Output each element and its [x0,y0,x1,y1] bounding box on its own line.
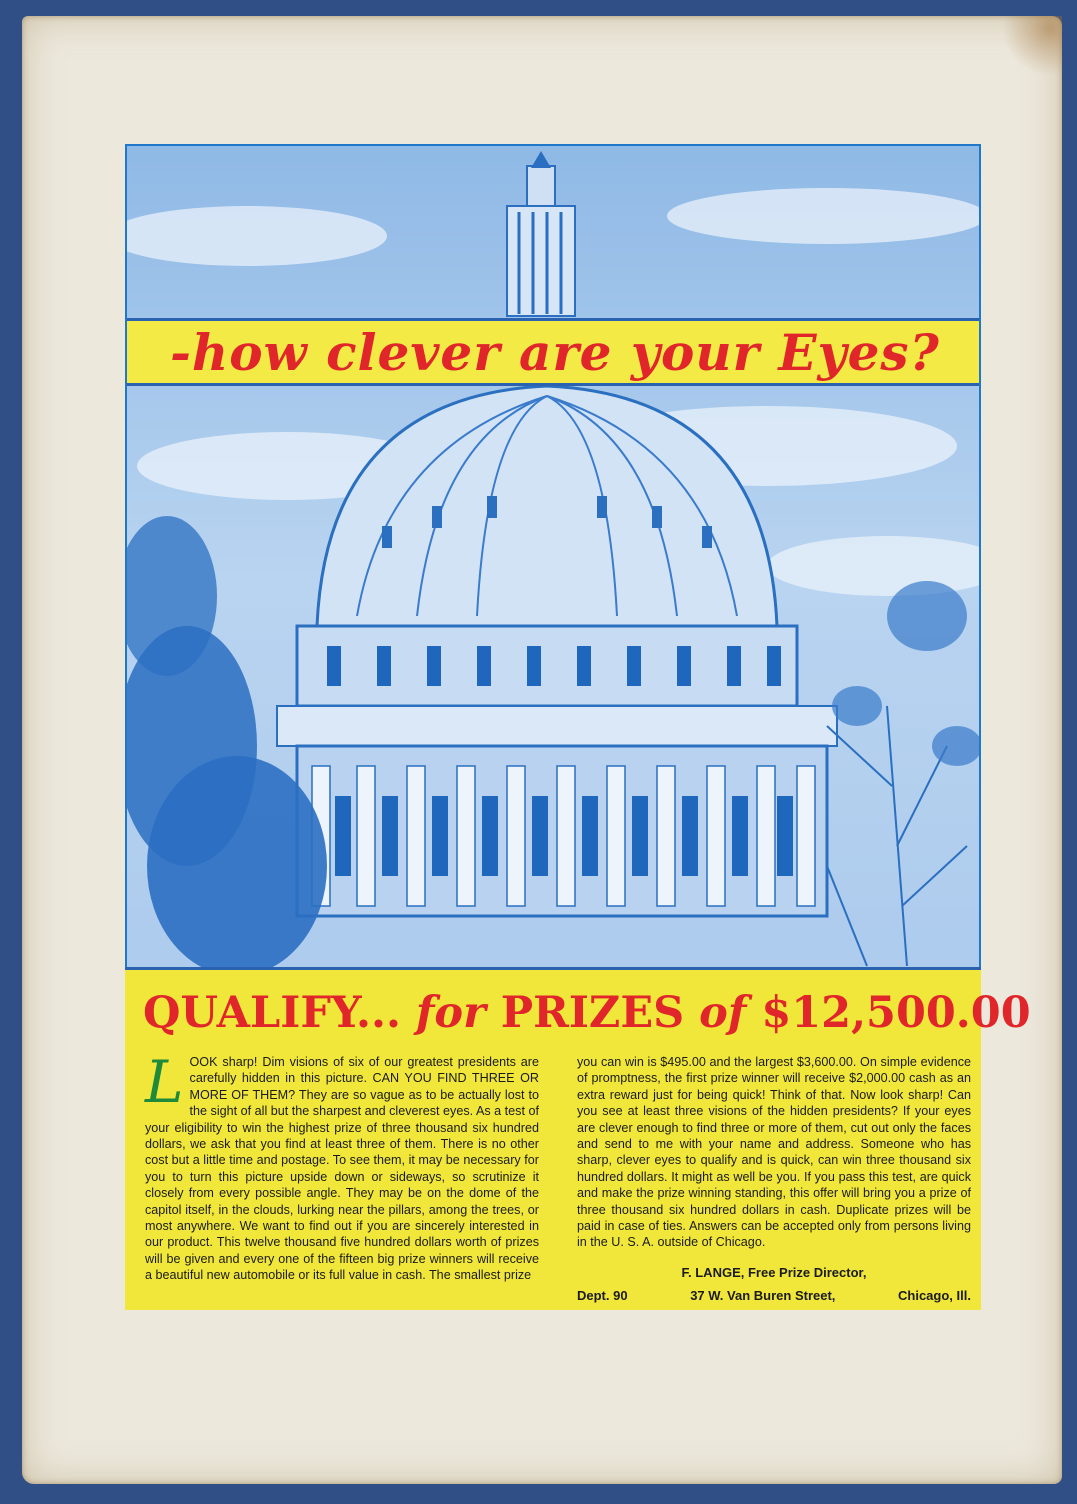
dept-number: Dept. 90 [577,1288,628,1303]
address-line [577,1288,971,1303]
headline-of: of [699,988,747,1038]
magazine-back-cover [22,16,1062,1484]
banner-headline: -how clever are your Eyes? [170,322,940,382]
headline-for: for [415,988,486,1038]
signature-block [577,1265,971,1303]
prize-headline [143,988,1031,1038]
headline-prizes: PRIZES [500,988,685,1038]
signature-name: F. LANGE, Free Prize Director, [681,1265,867,1280]
headline-qualify: QUALIFY... [143,988,401,1038]
body-column-left [145,1048,539,1284]
drop-cap: L [145,1048,184,1116]
paper-stain [1002,16,1062,76]
body-text-left: OOK sharp! Dim visions of six of our greatest presidents are carefully hidden in this picture. CAN YOU FIND THREE OR MORE OF THEM? They are so vague as to be actually lost to the sight of all but the sharpest and cleverest eyes. As a test of your eligibility to win the highest prize of three thousand six hundred dollars, we ask that you find at least three of them. There is no other cost but a little time and postage. To see them, it may be necessary for you to turn this picture upside down or sideways, so scrutinize it closely from every possible angle. They may be on the dome of the capitol itself, in the clouds, lurking near the pillars, among the trees, or most anywhere. We want to find out if you are sincerely interested in our product. This twelve thousand five hundred dollars worth of prizes will be given and every one of the fifteen big prize winners will receive a beautiful new automobile or its full value in cash. The smallest prize [145,1055,539,1283]
street-address: 37 W. Van Buren Street, [690,1288,836,1303]
advertisement [125,144,1031,1304]
eyes-banner [127,318,979,386]
body-text-right: you can win is $495.00 and the largest $3,600.00. On simple evidence of promptness, the first prize winner will receive $2,000.00 cash as an extra reward just for being quick! Think of that. Now look sharp! Can you see at least three visions of the hidden presidents? If your eyes are clever enough to find three or more of them, cut out only the faces and send to me with your name and address. Someone who has sharp, clever eyes to qualify and is quick, can win three thousand six hundred dollars. It might as well be you. If you pass this test, are quick and make the prize winning standing, this offer will bring you a prize of three thousand six hundred dollars in cash. Duplicate prizes will be paid in case of ties. Answers can be accepted only from persons living in the U. S. A. outside of Chicago. [577,1055,971,1250]
city: Chicago, Ill. [898,1288,971,1303]
headline-amount: $12,500.00 [761,988,1031,1038]
body-column-right [577,1054,971,1251]
prize-copy-panel [125,967,1031,1310]
